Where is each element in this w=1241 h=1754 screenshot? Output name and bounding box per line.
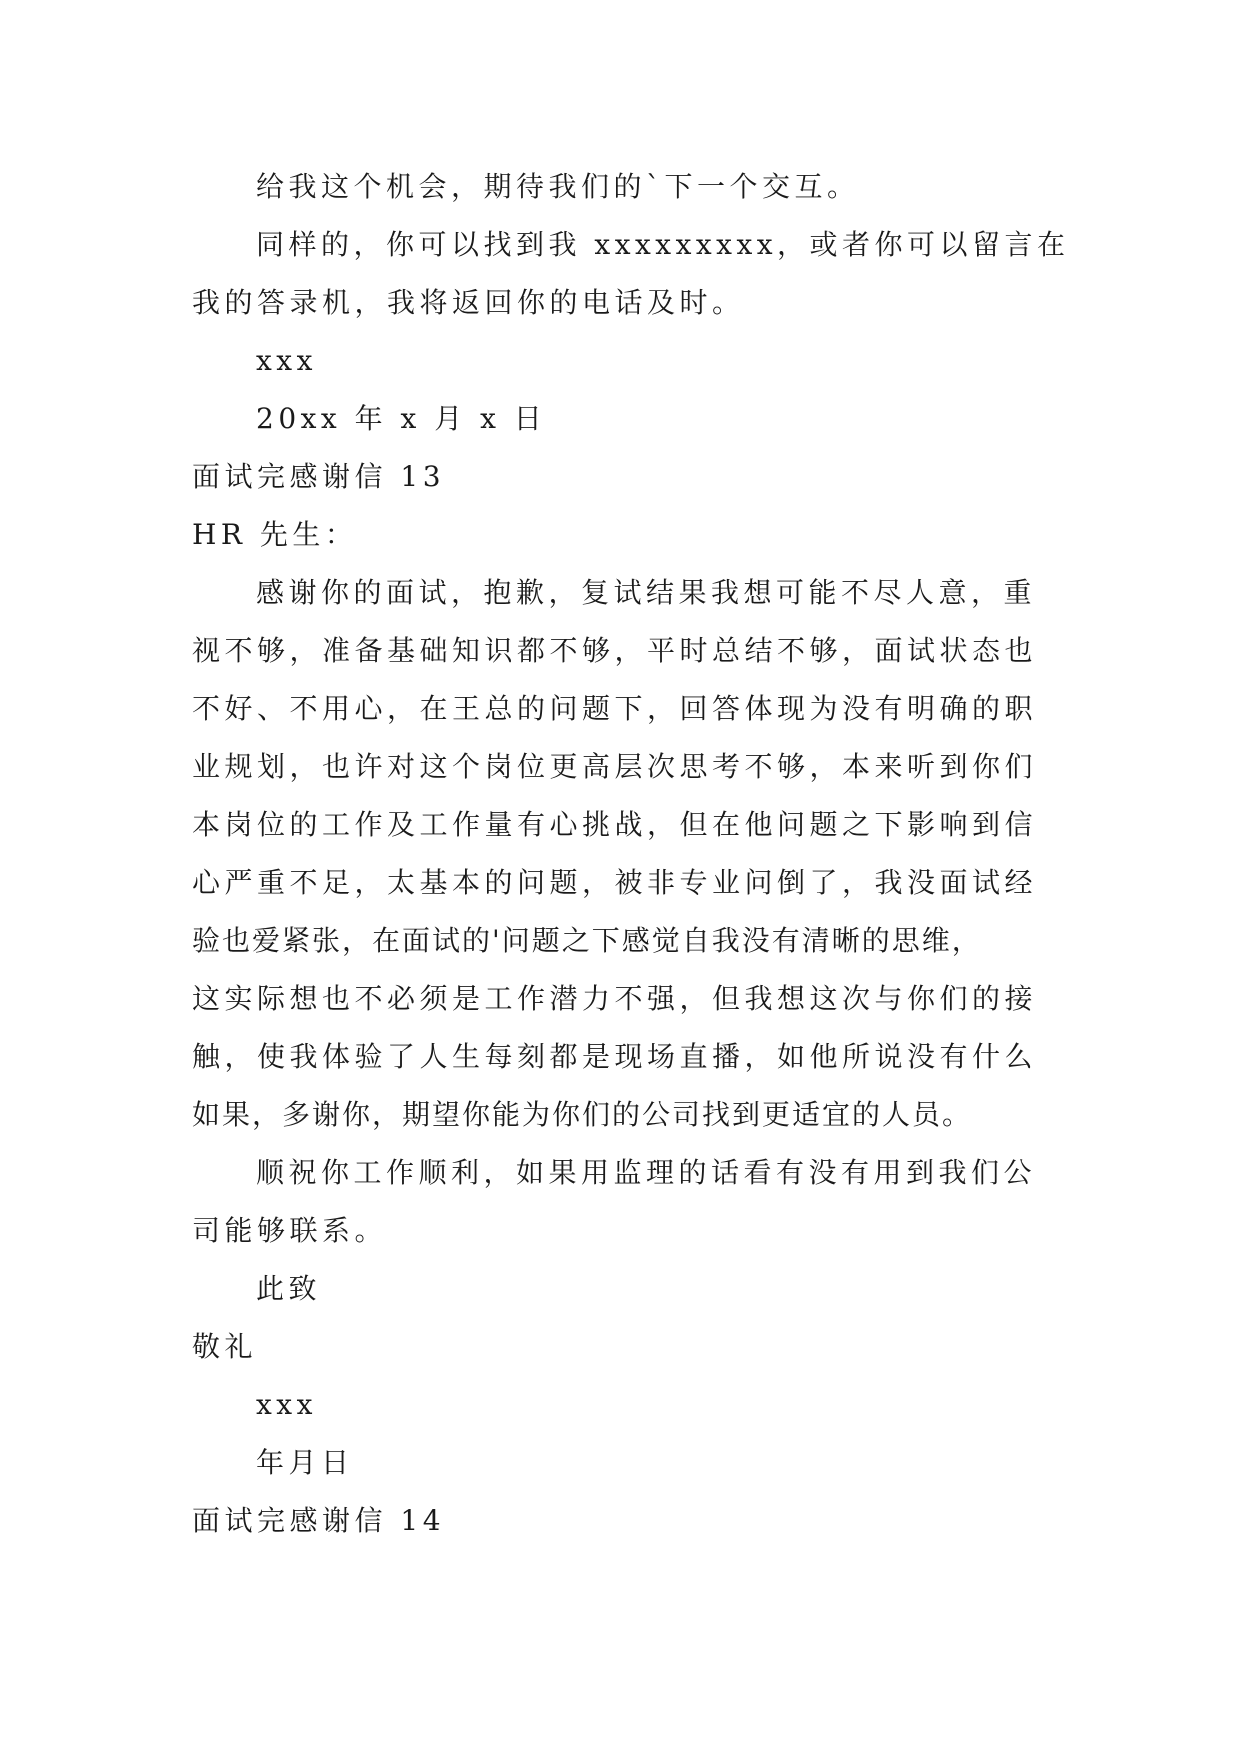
paragraph-line: 业规划，也许对这个岗位更高层次思考不够，本来听到你们 — [192, 750, 1038, 783]
closing-line: 此致 — [256, 1272, 322, 1305]
signature-name: xxx — [256, 344, 317, 377]
paragraph-line: 这实际想也不必须是工作潜力不强，但我想这次与你们的接 — [192, 982, 1038, 1015]
paragraph-line: 给我这个机会，期待我们的`下一个交互。 — [256, 170, 860, 203]
paragraph-line: 顺祝你工作顺利，如果用监理的话看有没有用到我们公 — [256, 1156, 1037, 1189]
signature-date: 20xx 年 x 月 x 日 — [256, 402, 547, 435]
section-heading: 面试完感谢信 13 — [192, 460, 446, 493]
salutation: HR 先生： — [192, 518, 358, 551]
paragraph-line: 司能够联系。 — [192, 1214, 388, 1247]
section-heading: 面试完感谢信 14 — [192, 1504, 446, 1537]
paragraph-line: 如果，多谢你，期望你能为你们的公司找到更适宜的人员。 — [192, 1098, 973, 1131]
paragraph-line: 我的答录机，我将返回你的电话及时。 — [192, 286, 745, 319]
signature-name: xxx — [256, 1388, 317, 1421]
paragraph-line: 同样的，你可以找到我 xxxxxxxxx，或者你可以留言在 — [256, 228, 1070, 261]
letter-body — [192, 158, 1072, 1550]
paragraph-line: 感谢你的面试，抱歉，复试结果我想可能不尽人意，重 — [256, 576, 1037, 609]
paragraph-line: 不好、不用心，在王总的问题下，回答体现为没有明确的职 — [192, 692, 1038, 725]
paragraph-line: 本岗位的工作及工作量有心挑战，但在他问题之下影响到信 — [192, 808, 1038, 841]
closing-line: 敬礼 — [192, 1330, 258, 1363]
paragraph-line: 心严重不足，太基本的问题，被非专业问倒了，我没面试经 — [192, 866, 1038, 899]
paragraph-line: 视不够，准备基础知识都不够，平时总结不够，面试状态也 — [192, 634, 1038, 667]
signature-date: 年月日 — [256, 1446, 354, 1479]
paragraph-line: 触，使我体验了人生每刻都是现场直播，如他所说没有什么 — [192, 1040, 1038, 1073]
paragraph-line: 验也爱紧张，在面试的'问题之下感觉自我没有清晰的思维， — [192, 924, 982, 957]
